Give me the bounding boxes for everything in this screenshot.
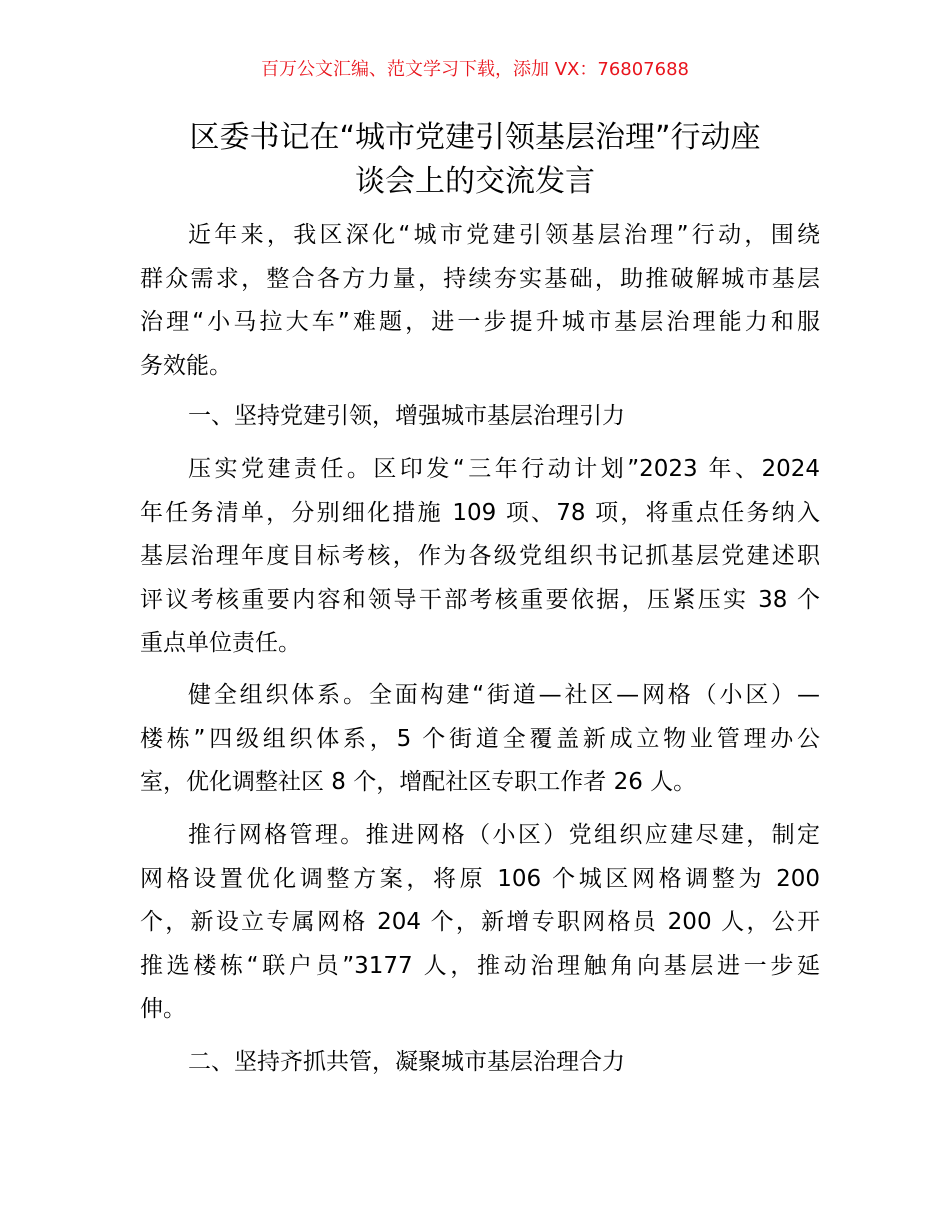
text-line: 伸。 bbox=[140, 996, 186, 1022]
section-heading-2 bbox=[140, 1041, 820, 1085]
heading-line: 一、坚持党建引领，增强城市基层治理引力 bbox=[188, 403, 625, 429]
body-section bbox=[140, 448, 820, 666]
text-line: 务效能。 bbox=[140, 352, 232, 379]
body-section bbox=[140, 814, 820, 1032]
text-line: 楼栋”四级组织体系，5 个街道全覆盖新成立物业管理办公 bbox=[140, 725, 820, 752]
body-section bbox=[140, 214, 820, 388]
text-line: 推行网格管理。推进网格（小区）党组织应建尽建，制定 bbox=[188, 822, 820, 848]
text-line: 健全组织体系。全面构建“街道—社区—网格（小区）— bbox=[188, 682, 820, 708]
grid-management-paragraph bbox=[140, 814, 820, 1032]
text-line: 室，优化调整社区 8 个，增配社区专职工作者 26 人。 bbox=[140, 769, 697, 795]
party-responsibility-paragraph bbox=[140, 448, 820, 666]
text-line: 近年来，我区深化“城市党建引领基层治理”行动，围绕 bbox=[188, 222, 820, 248]
heading-paragraph bbox=[140, 1041, 820, 1085]
text-line: 评议考核重要内容和领导干部考核重要依据，压紧压实 38 个 bbox=[140, 586, 820, 613]
organization-system-paragraph bbox=[140, 674, 820, 805]
section-heading-1 bbox=[140, 395, 820, 439]
text-line: 个，新设立专属网格 204 个，新增专职网格员 200 人，公开 bbox=[140, 909, 820, 935]
title-line: 谈会上的交流发言 bbox=[355, 164, 595, 199]
text-line: 年任务清单，分别细化措施 109 项、78 项，将重点任务纳入 bbox=[140, 499, 820, 526]
body-section bbox=[140, 674, 820, 805]
text-line: 网格设置优化调整方案，将原 106 个城区网格调整为 200 bbox=[140, 865, 820, 892]
text-line: 重点单位责任。 bbox=[140, 630, 301, 656]
text-line: 推选楼栋“联户员”3177 人，推动治理触角向基层进一步延 bbox=[140, 952, 820, 979]
header-watermark-note: 百万公文汇编、范文学习下载，添加 VX：76807688 bbox=[261, 59, 689, 80]
text-line: 治理“小马拉大车”难题，进一步提升城市基层治理能力和服 bbox=[140, 309, 820, 335]
title-line: 区委书记在“城市党建引领基层治理”行动座 bbox=[189, 120, 761, 155]
text-line: 压实党建责任。区印发“三年行动计划”2023 年、2024 bbox=[188, 456, 820, 482]
document-title bbox=[120, 116, 830, 204]
text-line: 群众需求，整合各方力量，持续夯实基础，助推破解城市基层 bbox=[140, 265, 820, 292]
intro-paragraph bbox=[140, 214, 820, 388]
text-line: 基层治理年度目标考核，作为各级党组织书记抓基层党建述职 bbox=[140, 543, 820, 569]
heading-line: 二、坚持齐抓共管，凝聚城市基层治理合力 bbox=[188, 1049, 625, 1075]
heading-paragraph bbox=[140, 395, 820, 439]
